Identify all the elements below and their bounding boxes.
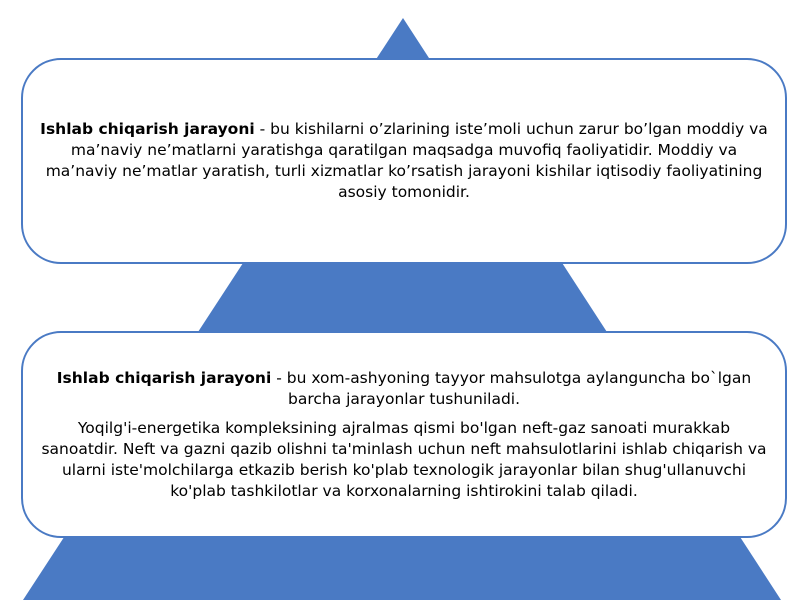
top-definition-text xyxy=(39,119,769,203)
bottom-definition: - bu xom-ashyoning tayyor mahsulotga aylanguncha bo`lgan barcha jarayonlar tushuniladi. xyxy=(271,368,752,408)
top-term: Ishlab chiqarish jarayoni xyxy=(40,120,255,138)
bottom-paragraph: Yoqilg'i-energetika kompleksining ajralmas qismi bo'lgan neft-gaz sanoati murakkab sanoatdir. Neft va gazni qazib olishni ta'minlash uchun neft mahsulotlarini ishlab chiqarish va ularni iste'molchilarga etkazib berish ko'plab texnologik jarayonlar bilan shug'ullanuvchi ko'plab tashkilotlar va korxonalarning ishtirokini talab qiladi. xyxy=(41,418,767,500)
bottom-term: Ishlab chiqarish jarayoni xyxy=(56,368,272,387)
bottom-definition-box xyxy=(21,331,787,538)
top-definition: - bu kishilarni o’zlarining iste’moli uchun zarur bo’lgan moddiy va ma’naviy ne’matlarni yaratishga qaratilgan maqsadga muvofiq faoliyatidir. Moddiy va ma’naviy ne’matlar yaratish, turli xizmatlar ko’rsatish jarayoni kishilar iqtisodiy faoliyatining asosiy tomonidir. xyxy=(45,120,768,201)
bottom-definition-text xyxy=(39,368,769,410)
top-definition-box xyxy=(21,58,787,264)
